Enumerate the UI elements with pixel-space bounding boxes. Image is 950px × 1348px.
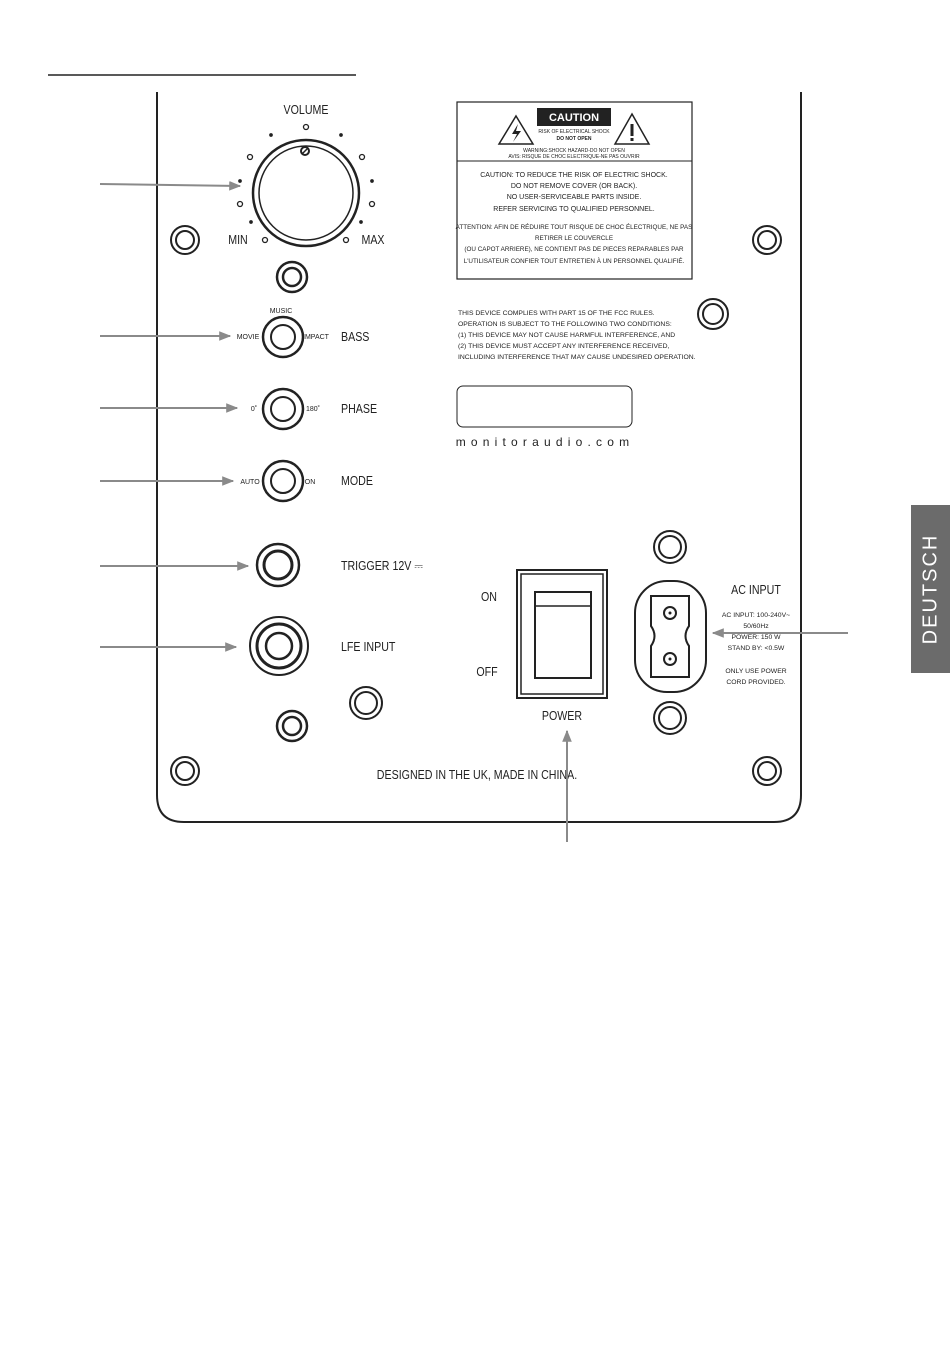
trigger-label: TRIGGER 12V ⎓ <box>341 557 423 574</box>
serial-label-box <box>457 386 632 427</box>
caution-sub2: DO NOT OPEN <box>556 136 592 142</box>
lightning-warning-icon <box>499 116 533 144</box>
caution-fr1: ATTENTION: AFIN DE RÉDUIRE TOUT RISQUE DE CHOC ÉLECTRIQUE, NE PAS <box>455 224 693 231</box>
power-label: POWER <box>541 707 583 724</box>
power-off-label: OFF <box>476 663 498 680</box>
volume-min-label: MIN <box>228 231 248 248</box>
phase-right-label: 180˚ <box>305 406 321 413</box>
ac-spec-3: POWER: 150 W <box>731 634 781 641</box>
bass-left-label: MOVIE <box>236 334 260 341</box>
callout-arrow-volume <box>100 184 240 186</box>
phase-left-label: 0˚ <box>250 406 258 413</box>
language-tab-label: DEUTSCH <box>919 533 942 645</box>
mode-label: MODE <box>341 472 373 489</box>
screw-hole <box>753 226 781 254</box>
phase-selector[interactable] <box>263 389 303 429</box>
volume-knob[interactable] <box>253 140 359 246</box>
caution-title: CAUTION <box>548 112 600 124</box>
screw-hole <box>698 299 728 329</box>
ac-spec-5: ONLY USE POWER <box>725 668 787 675</box>
bass-selector[interactable] <box>263 317 303 357</box>
ac-spec-2: 50/60Hz <box>743 623 769 630</box>
caution-fr4: L'UTILISATEUR CONFIER TOUT ENTRETIEN À UN PERSONNEL QUALIFIÉ. <box>463 258 685 265</box>
fcc-line-3: (1) THIS DEVICE MAY NOT CAUSE HARMFUL INTERFERENCE, AND <box>458 332 676 339</box>
small-socket <box>277 262 307 292</box>
footer-text: DESIGNED IN THE UK, MADE IN CHINA. <box>376 766 578 783</box>
volume-scale <box>238 125 375 243</box>
power-switch[interactable] <box>517 570 607 698</box>
ac-input-socket[interactable] <box>635 581 706 692</box>
caution-en4: REFER SERVICING TO QUALIFIED PERSONNEL. <box>493 206 655 213</box>
fcc-line-2: OPERATION IS SUBJECT TO THE FOLLOWING TWO CONDITIONS: <box>458 321 672 328</box>
caution-en1: CAUTION: TO REDUCE THE RISK OF ELECTRIC SHOCK. <box>480 172 668 179</box>
ac-spec-6: CORD PROVIDED. <box>726 679 786 686</box>
fcc-line-5: INCLUDING INTERFERENCE THAT MAY CAUSE UNDESIRED OPERATION. <box>458 354 696 361</box>
screw-hole <box>753 757 781 785</box>
ac-spec-4: STAND BY: <0.5W <box>727 645 785 652</box>
mode-left-label: AUTO <box>240 479 260 486</box>
fcc-line-4: (2) THIS DEVICE MUST ACCEPT ANY INTERFERENCE RECEIVED, <box>458 343 670 350</box>
caution-en3: NO USER-SERVICEABLE PARTS INSIDE. <box>506 194 642 201</box>
phase-label: PHASE <box>341 400 378 417</box>
ac-spec-1: AC INPUT: 100-240V~ <box>721 612 791 619</box>
small-socket <box>277 711 307 741</box>
screw-hole <box>171 757 199 785</box>
lfe-label: LFE INPUT <box>341 638 396 655</box>
lfe-input-jack[interactable] <box>250 617 308 675</box>
mode-selector[interactable] <box>263 461 303 501</box>
mode-right-label: ON <box>304 479 316 486</box>
ac-input-title: AC INPUT <box>731 581 781 598</box>
screw-hole <box>654 702 686 734</box>
volume-title: VOLUME <box>283 101 329 118</box>
fcc-line-1: THIS DEVICE COMPLIES WITH PART 15 OF THE FCC RULES. <box>458 310 655 317</box>
caution-warn2: AVIS: RISQUE DE CHOC ELECTRIQUE-NE PAS OUVRIR <box>508 154 640 160</box>
exclamation-warning-icon <box>615 114 649 144</box>
caution-fr2: RETIRER LE COUVERCLE <box>534 235 614 242</box>
caution-fr3: (OU CAPOT ARRIERE), NE CONTIENT PAS DE PIECES REPARABLES PAR <box>464 246 684 253</box>
screw-hole <box>654 531 686 563</box>
website-text: monitoraudio.com <box>455 435 635 449</box>
caution-en2: DO NOT REMOVE COVER (OR BACK). <box>510 183 638 190</box>
bass-top-label: MUSIC <box>269 308 293 315</box>
screw-hole <box>350 687 382 719</box>
caution-sub1: RISK OF ELECTRICAL SHOCK <box>538 129 610 135</box>
bass-label: BASS <box>341 328 370 345</box>
trigger-jack[interactable] <box>257 544 299 586</box>
bass-right-label: IMPACT <box>303 334 329 341</box>
power-on-label: ON <box>481 588 497 605</box>
screw-hole <box>171 226 199 254</box>
caution-warn1: WARNING:SHOCK HAZARD-DO NOT OPEN <box>523 148 625 154</box>
volume-max-label: MAX <box>361 231 385 248</box>
